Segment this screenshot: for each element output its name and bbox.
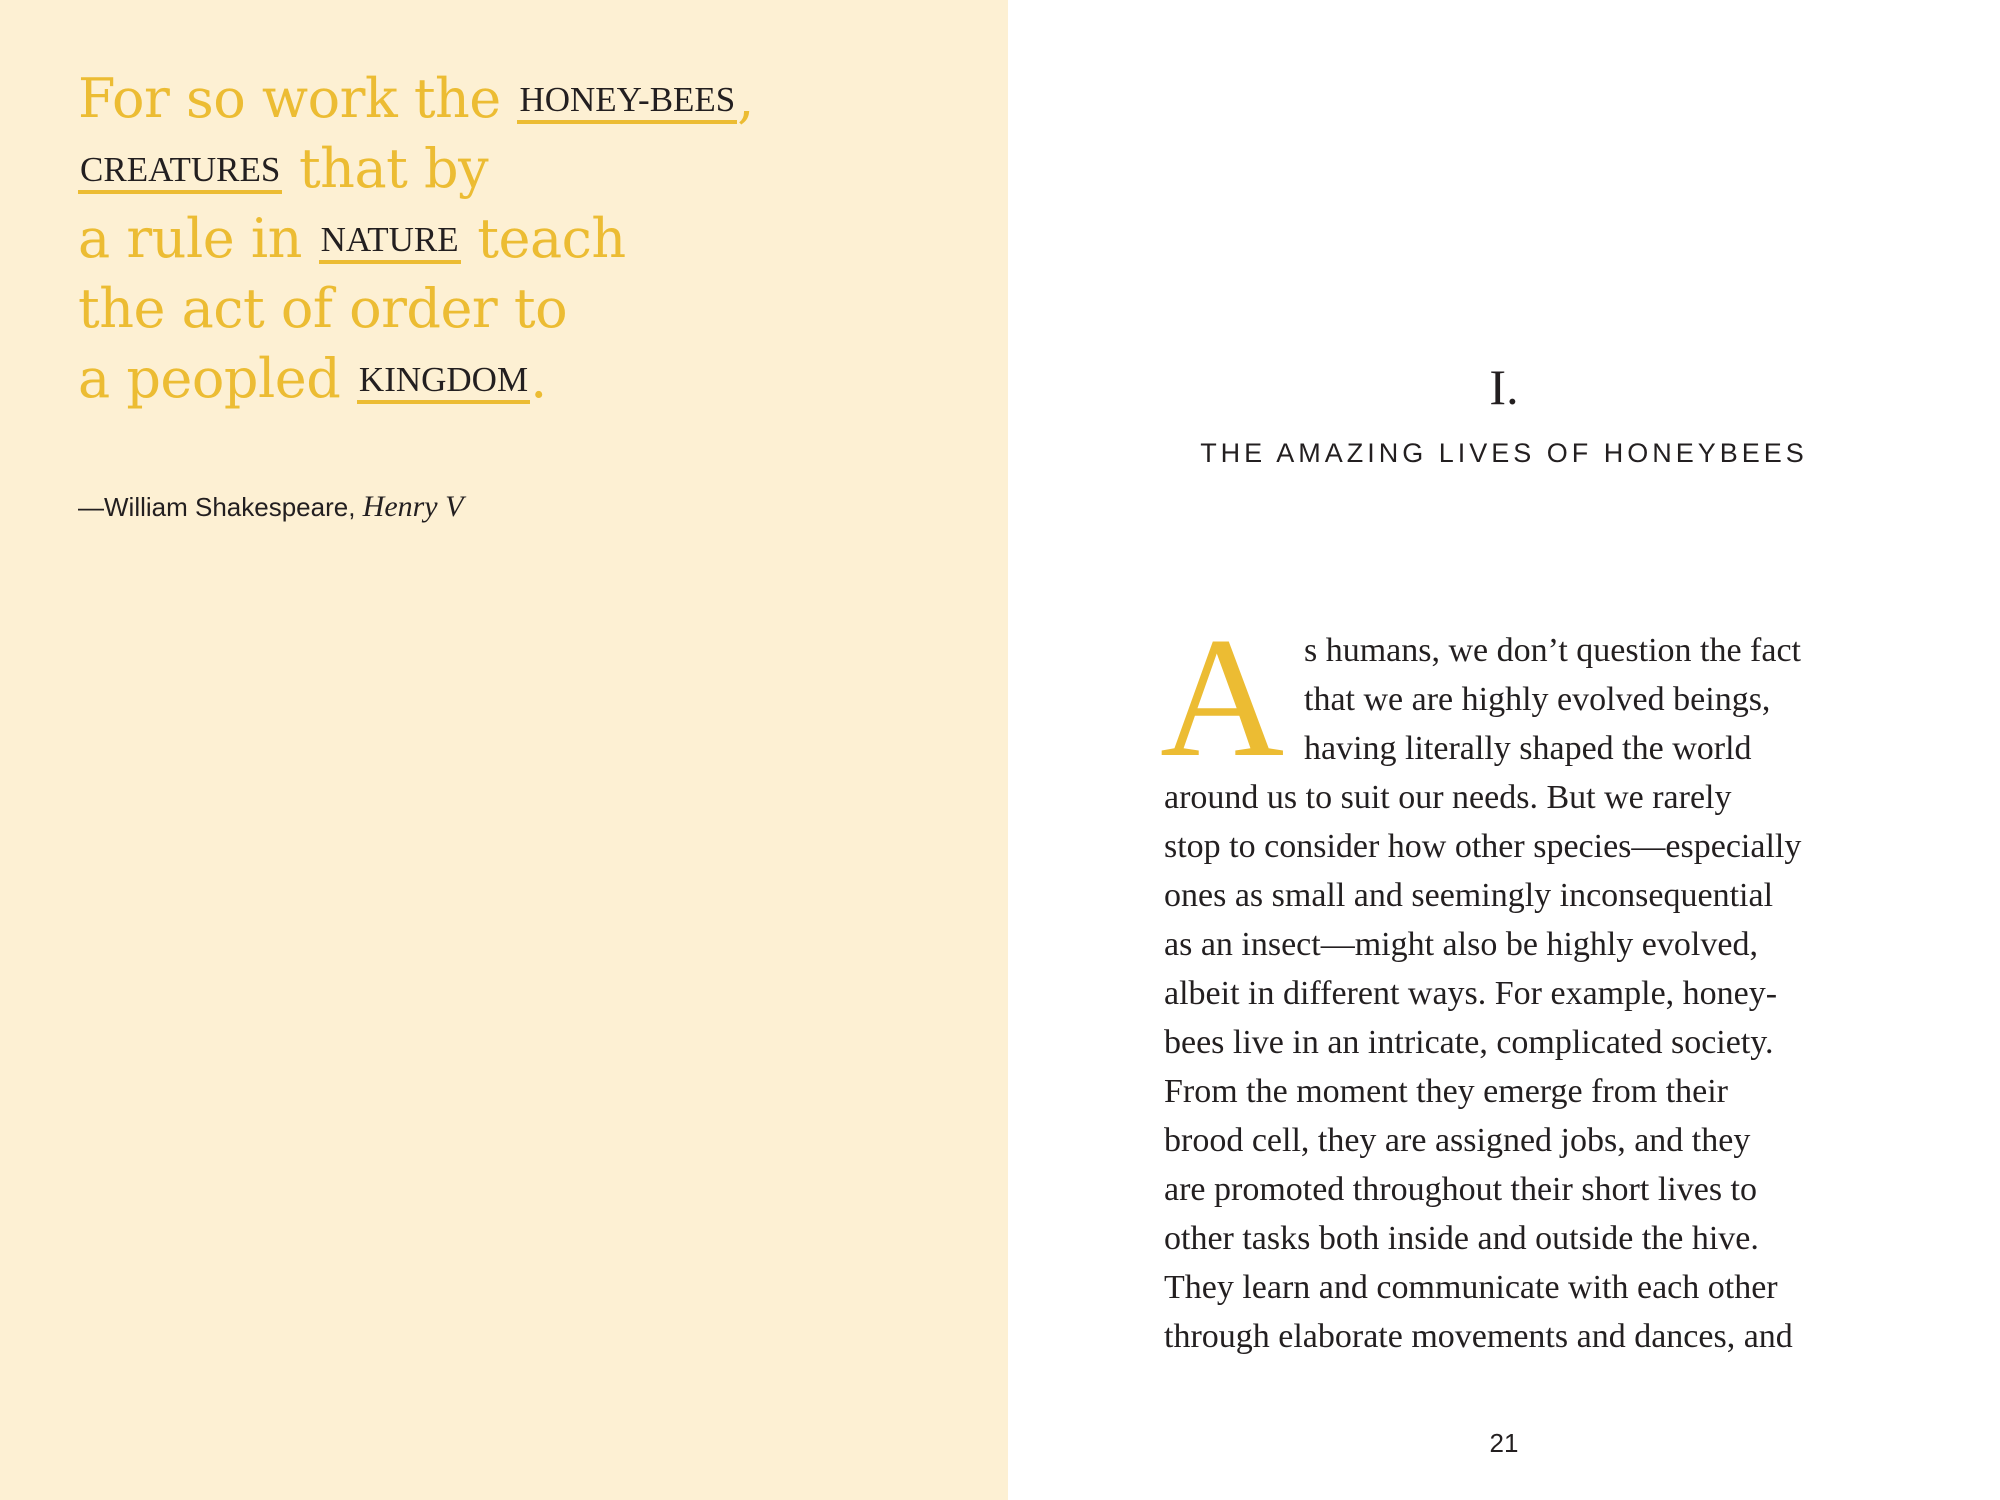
quote-text: the act of order to bbox=[78, 277, 568, 340]
quote-text: For so work the bbox=[78, 67, 518, 130]
quote-line-4 bbox=[78, 274, 978, 344]
quote-keyword-nature: NATURE bbox=[319, 220, 461, 264]
quote-line-3 bbox=[78, 204, 978, 274]
quote-attribution bbox=[78, 490, 463, 524]
paragraph-line: bees live in an intricate, complicated society. bbox=[1164, 1024, 1774, 1061]
paragraph-line: They learn and communicate with each other bbox=[1164, 1269, 1778, 1306]
paragraph-line: other tasks both inside and outside the hive. bbox=[1164, 1220, 1759, 1257]
quote-line-5 bbox=[78, 344, 978, 414]
paragraph-line: are promoted throughout their short lives to bbox=[1164, 1171, 1757, 1208]
page-number: 21 bbox=[1489, 1428, 1519, 1458]
quote-text: teach bbox=[460, 207, 626, 270]
paragraph-line: as an insect—might also be highly evolved, bbox=[1164, 926, 1758, 963]
epigraph-quote bbox=[78, 64, 978, 414]
paragraph-line: ones as small and seemingly inconsequential bbox=[1164, 877, 1774, 914]
quote-keyword-creatures: CREATURES bbox=[78, 150, 282, 194]
quote-keyword-honey-bees: HONEY-BEES bbox=[517, 80, 737, 124]
paragraph-line: From the moment they emerge from their bbox=[1164, 1073, 1729, 1110]
right-page bbox=[1008, 0, 2000, 1500]
quote-text: that by bbox=[282, 137, 489, 200]
chapter-title: THE AMAZING LIVES OF HONEYBEES bbox=[1200, 438, 1808, 468]
paragraph-line: albeit in different ways. For example, honey- bbox=[1164, 975, 1778, 1012]
drop-cap: A bbox=[1160, 603, 1285, 793]
paragraph-line: around us to suit our needs. But we rarely bbox=[1164, 779, 1732, 816]
quote-text: . bbox=[530, 347, 547, 410]
paragraph-line: brood cell, they are assigned jobs, and they bbox=[1164, 1122, 1751, 1159]
paragraph-line: through elaborate movements and dances, and bbox=[1164, 1318, 1793, 1355]
quote-line-2 bbox=[78, 134, 978, 204]
quote-text: a peopled bbox=[78, 347, 357, 410]
quote-text: , bbox=[737, 67, 754, 130]
paragraph-line: stop to consider how other species—especially bbox=[1164, 828, 1802, 865]
attribution-work: Henry V bbox=[362, 490, 464, 523]
paragraph-line: that we are highly evolved beings, bbox=[1304, 681, 1771, 718]
quote-text: a rule in bbox=[78, 207, 319, 270]
paragraph-line: s humans, we don’t question the fact bbox=[1304, 632, 1802, 669]
paragraph-line: having literally shaped the world bbox=[1304, 730, 1752, 767]
attribution-author: —William Shakespeare, bbox=[78, 492, 363, 522]
quote-keyword-kingdom: KINGDOM bbox=[357, 360, 530, 404]
chapter-number: I. bbox=[1489, 359, 1519, 415]
chapter-body-paragraph bbox=[1164, 626, 1884, 1361]
quote-line-1 bbox=[78, 64, 978, 134]
